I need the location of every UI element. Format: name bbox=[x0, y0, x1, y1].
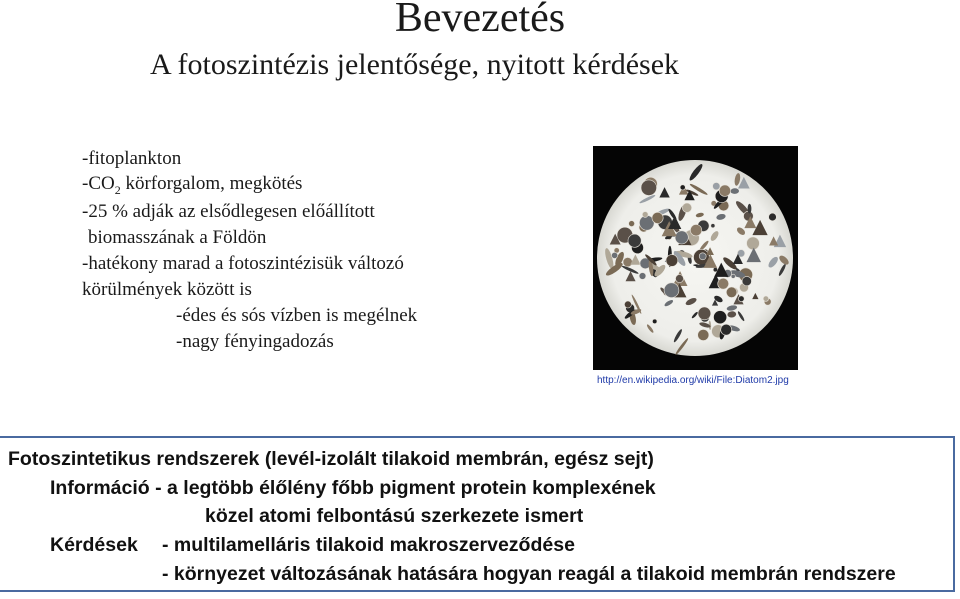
bullet-primary-production: -25 % adják az elsődlegesen előállított bbox=[82, 201, 375, 222]
diatom-specimen bbox=[680, 185, 685, 190]
diatom-specimen bbox=[682, 203, 691, 212]
box-row-questions-label: Kérdések bbox=[50, 534, 138, 556]
diatom-specimen bbox=[676, 275, 684, 283]
diatom-specimen bbox=[731, 274, 735, 278]
diatom-micrograph-image bbox=[593, 146, 798, 370]
bullet-efficiency-cont: körülmények között is bbox=[82, 279, 252, 300]
diatom-specimen bbox=[664, 283, 679, 298]
diatom-specimen bbox=[652, 319, 657, 324]
co2-subscript: 2 bbox=[114, 182, 121, 197]
diatom-specimen bbox=[639, 273, 646, 280]
diatom-specimen bbox=[624, 301, 631, 308]
diatom-specimen bbox=[763, 296, 768, 301]
diatom-specimen bbox=[612, 252, 618, 258]
diatom-specimen bbox=[652, 212, 663, 223]
diatom-specimen bbox=[675, 231, 688, 244]
box-row-questions-text: - multilamelláris tilakoid makroszerveződése bbox=[162, 534, 575, 556]
diatom-specimen bbox=[629, 221, 635, 227]
box-row-environment: - környezet változásának hatására hogyan reagál a tilakoid membrán rendszere bbox=[162, 563, 896, 585]
image-source-link[interactable]: http://en.wikipedia.org/wiki/File:Diatom2.jpg bbox=[597, 375, 789, 386]
diatom-specimen bbox=[699, 253, 706, 260]
co2-prefix: -CO bbox=[82, 173, 115, 194]
box-row-information-cont: közel atomi felbontású szerkezete ismert bbox=[205, 505, 584, 527]
diatom-specimen bbox=[666, 255, 678, 267]
diatom-specimen bbox=[718, 278, 729, 289]
diatom-specimen bbox=[738, 296, 744, 302]
diatom-specimen bbox=[726, 287, 737, 298]
bullet-phytoplankton: -fitoplankton bbox=[82, 148, 182, 169]
diatom-specimen bbox=[714, 311, 727, 324]
diatom-specimen bbox=[641, 180, 657, 196]
diatom-specimen bbox=[713, 183, 720, 190]
diatom-specimen bbox=[747, 237, 760, 250]
diatom-specimen bbox=[623, 257, 632, 266]
bullet-primary-production-cont: biomasszának a Földön bbox=[88, 227, 267, 248]
bullet-co2-cycle bbox=[82, 172, 302, 202]
bullet-light-fluctuation: -nagy fényingadozás bbox=[176, 331, 334, 352]
diatom-specimen bbox=[642, 212, 648, 218]
co2-suffix: körforgalom, megkötés bbox=[120, 173, 303, 194]
box-row-systems: Fotoszintetikus rendszerek (levél-izolált tilakoid membrán, egész sejt) bbox=[8, 448, 654, 470]
diatom-specimen bbox=[628, 234, 641, 247]
slide-title: Bevezetés bbox=[394, 0, 566, 41]
bullet-efficiency: -hatékony marad a fotoszintézisük változó bbox=[82, 253, 404, 274]
diatom-specimen bbox=[748, 204, 752, 214]
diatom-specimen bbox=[698, 307, 711, 320]
diatom-specimen bbox=[713, 268, 717, 272]
slide-subtitle: A fotoszintézis jelentősége, nyitott kérdések bbox=[150, 48, 680, 81]
diatom-specimen bbox=[719, 185, 730, 196]
diatom-specimen bbox=[698, 329, 709, 340]
diatom-specimen bbox=[769, 213, 777, 221]
diatom-specimen bbox=[721, 324, 732, 335]
box-row-information: Információ - a legtöbb élőlény főbb pigment protein komplexének bbox=[50, 477, 656, 499]
diatom-specimen bbox=[711, 224, 715, 228]
bullet-fresh-salt-water: -édes és sós vízben is megélnek bbox=[176, 305, 418, 326]
diatom-specimen bbox=[742, 276, 751, 285]
diatom-specimen bbox=[690, 225, 701, 236]
